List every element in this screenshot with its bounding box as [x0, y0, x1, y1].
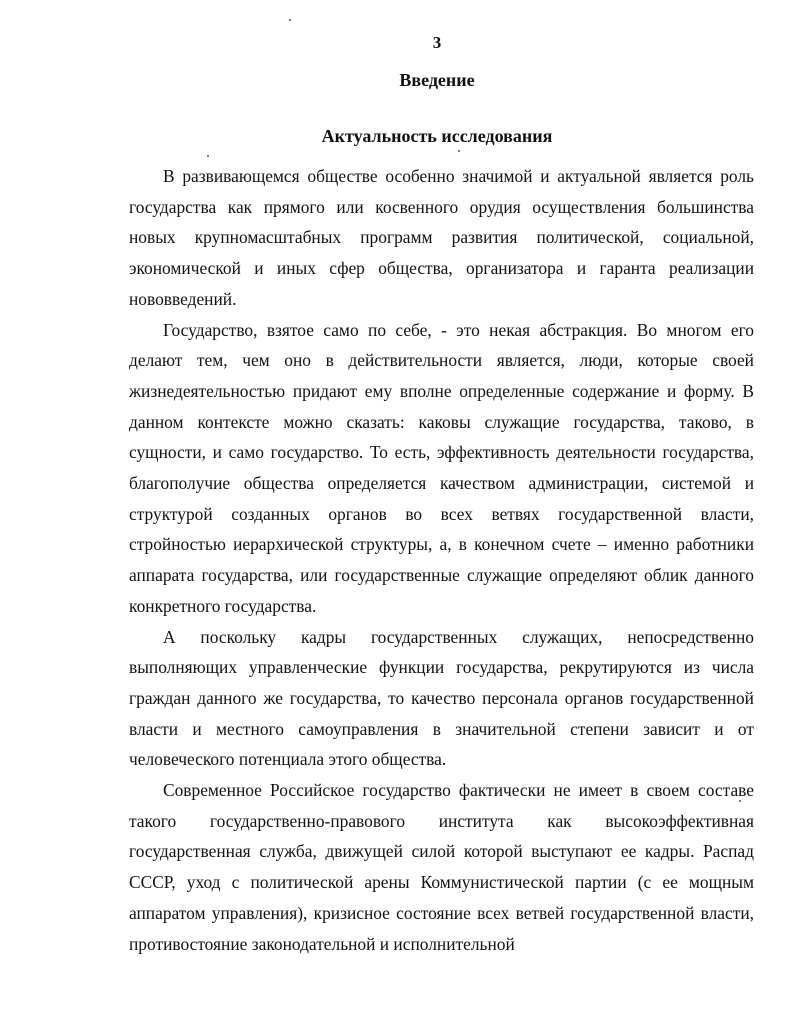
scan-speck — [458, 150, 460, 152]
paragraph: В развивающемся обществе особенно значимой и актуальной является роль государства как прямого или косвенного орудия осуществления большинства новых крупномасштабных программ развития политической, социальной, экономической и иных сфер общества, организатора и гаранта реализации нововведений. — [129, 166, 754, 309]
page-title: Введение — [399, 70, 475, 90]
scan-speck — [739, 800, 741, 802]
body-text — [129, 161, 754, 959]
section-heading: Актуальность исследования — [321, 126, 553, 146]
paragraph: Современное Российское государство фактически не имеет в своем составе такого государственно-правового института как высокоэффективная государственная служба, движущей силой которой выступают ее кадры. Распад СССР, уход с политической арены Коммунистической партии (с ее мощным аппаратом управления), кризисное состояние всех ветвей государственной власти, противостояние законодательной и исполнительной — [129, 780, 754, 954]
scan-speck — [289, 19, 291, 21]
paragraph: А поскольку кадры государственных служащих, непосредственно выполняющих управленческие функции государства, рекрутируются из числа граждан данного же государства, то качество персонала органов государственной власти и местного самоуправления в значительной степени зависит и от человеческого потенциала этого общества. — [129, 626, 754, 770]
paragraph: Государство, взятое само по себе, - это некая абстракция. Во многом его делают тем, чем оно в действительности является, люди, которые своей жизнедеятельностью придают ему вполне определенные содержание и форму. В данном контексте можно сказать: каковы служащие государства, таково, в сущности, и само государство. То есть, эффективность деятельности государства, благополучие общества определяется качеством администрации, системой и структурой созданных органов во всех ветвях государственной власти, стройностью иерархической структуры, а, в конечном счете – именно работники аппарата государства, или государственные служащие определяют облик данного конкретного государства. — [129, 319, 754, 616]
scan-speck — [207, 155, 209, 157]
page-number: 3 — [432, 33, 442, 52]
